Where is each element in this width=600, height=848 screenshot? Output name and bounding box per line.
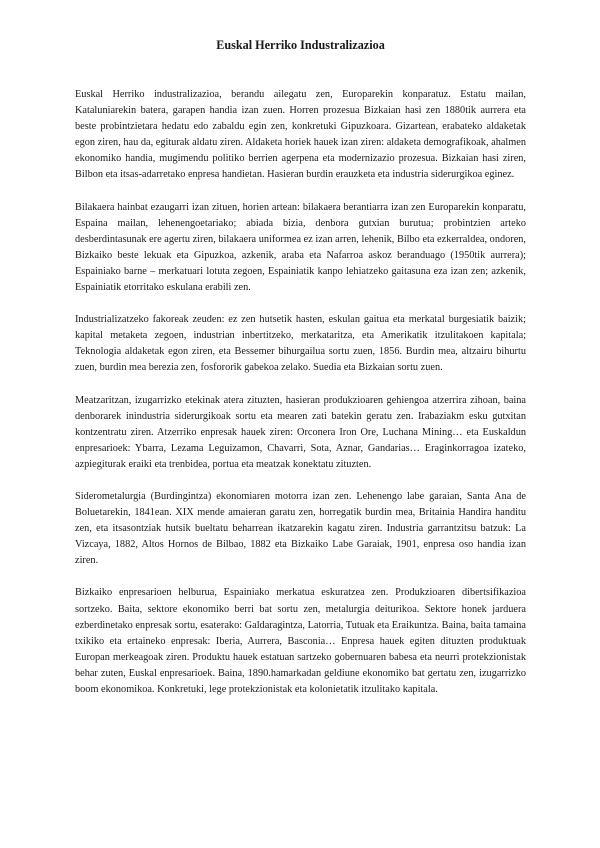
paragraph-5: Siderometalurgia (Burdingintza) ekonomiaren motorra izan zen. Lehenengo labe garaian, Santa Ana de Boluetarekin, 1841ean. XIX mende amaieran garatu zen, horregatik burdin mea, Britainia Handira handitu zen, eta itsasontziak hutsik bueltatu beharrean ikatzarekin kagatu ziren. Industria garrantzitsu batzuk: La Vizcaya, 1882, Altos Hornos de Bilbao, 1882 eta Bizkaiko Labe Garaiak, 1901, enpresa oso handia izan ziren. — [75, 490, 526, 567]
document-title: Euskal Herriko Industralizazioa — [216, 38, 385, 52]
paragraph-2: Bilakaera hainbat ezaugarri izan zituen, horien artean: bilakaera berantiarra izan zen Europarekin konparatu, Espaina mailan, lehenengoetariako; abiada bizia, denbora gutxian burutua; probintzien arteko desberdintasunak ere agertu ziren, bilakaera uniformea ez izan arren, lehenik, Bilbo eta ezkerraldea, ondoren, Bizkaiko beste lekuak eta Gipuzkoa, azkenik, araba eta Nafarroa askoz beranduago (1950tik aurrera); Espainiako barne – merkatuari lotuta zegoen, Espainiatik kanpo lehiatzeko gaitasuna eza izan zen; azkenik, Espainiatik etorritako eskulana erabili zen. — [75, 201, 526, 294]
paragraph-6: Bizkaiko enpresarioen helburua, Espainiako merkatua eskuratzea zen. Produkzioaren dibertsifikazioa sortzeko. Baita, sektore ekonomiko berri bat sortu zen, metalurgia deiturikoa. Sektore honek jarduera ezberdinetako enpresak sortu, esaterako: Galdaragintza, Latorria, Tutuak eta Eraikuntza. Baina, baita tamaina txikiko eta ertaineko enpresak: Iberia, Aurrera, Basconia… Enpresa hauek egiten dituzten produktuak Europan merkeagoak ziren. Produktu hauek estatuan sartzeko gobernuaren babesa eta neurri protekzionistak behar zuten, Euskal enpresarioek. Baina, 1890.hamarkadan geldiune ekonomiko bat gertatu zen, izugarrizko boom ekonomikoa. Konkretuki, lege protekzionistak eta kolonietatik itzulitako kapitala. — [75, 587, 526, 695]
paragraph-3: Industrializatzeko fakoreak zeuden: ez zen hutsetik hasten, eskulan gaitua eta merkatal burgesiatik baizik; kapital metaketa zegoen, industrian inbertitzeko, merkataritza, eta Amerikatik itzulitakoen kapitala; Teknologia aldaketak egon ziren, eta Bessemer bihurgailua sortu zuen, 1856. Burdin mea, altzairu bihurtu zuen, burdin mea berezia zen, fosfororik gabekoa zelako. Suedia eta Bizkaian sortu zuen. — [75, 314, 526, 374]
paragraph-4: Meatzaritzan, izugarrizko etekinak atera zituzten, hasieran produkzioaren gehiengoa atzerrira zihoan, baina denborarek inindustria siderurgikoak sortu eta mearen zati batekin geratu zen. Irabaziakm esku gutxitan kontzentratu ziren. Atzerriko enpresak hauek ziren: Orconera Iron Ore, Luchana Mining… eta Euskaldun enpresarioek: Ybarra, Lezama Leguizamon, Chavarri, Sota, Aznar, Gandarias… Eraginkorragoa izateko, azpiegiturak eraiki eta trenbidea, portua eta meatzak konektatu zituzten. — [75, 394, 526, 470]
paragraph-1: Euskal Herriko industralizazioa, berandu ailegatu zen, Europarekin konparatuz. Estatu mailan, Kataluniarekin batera, garapen handia izan zuen. Horren prozesua Bizkaian hasi zen 1880tik aurrera eta beste probintzietara hedatu edo zabaldu egin zen, konkretuki Gipuzkoara. Gizartean, erabateko aldaketak egon ziren, hau da, egiturak aldatu ziren. Aldaketa horiek hauek izan ziren: aldaketa demografikoak, ahalmen ekonomiko handia, mugimendu politiko berrien agerpena eta modernizazio prozesua. Bizkaian hasi ziren, Bilbon eta itsas-adarretako enpresa handietan. Hasieran burdin erauzketa eta industria siderurgikoa eginez. — [75, 89, 526, 181]
document-body — [75, 87, 526, 698]
